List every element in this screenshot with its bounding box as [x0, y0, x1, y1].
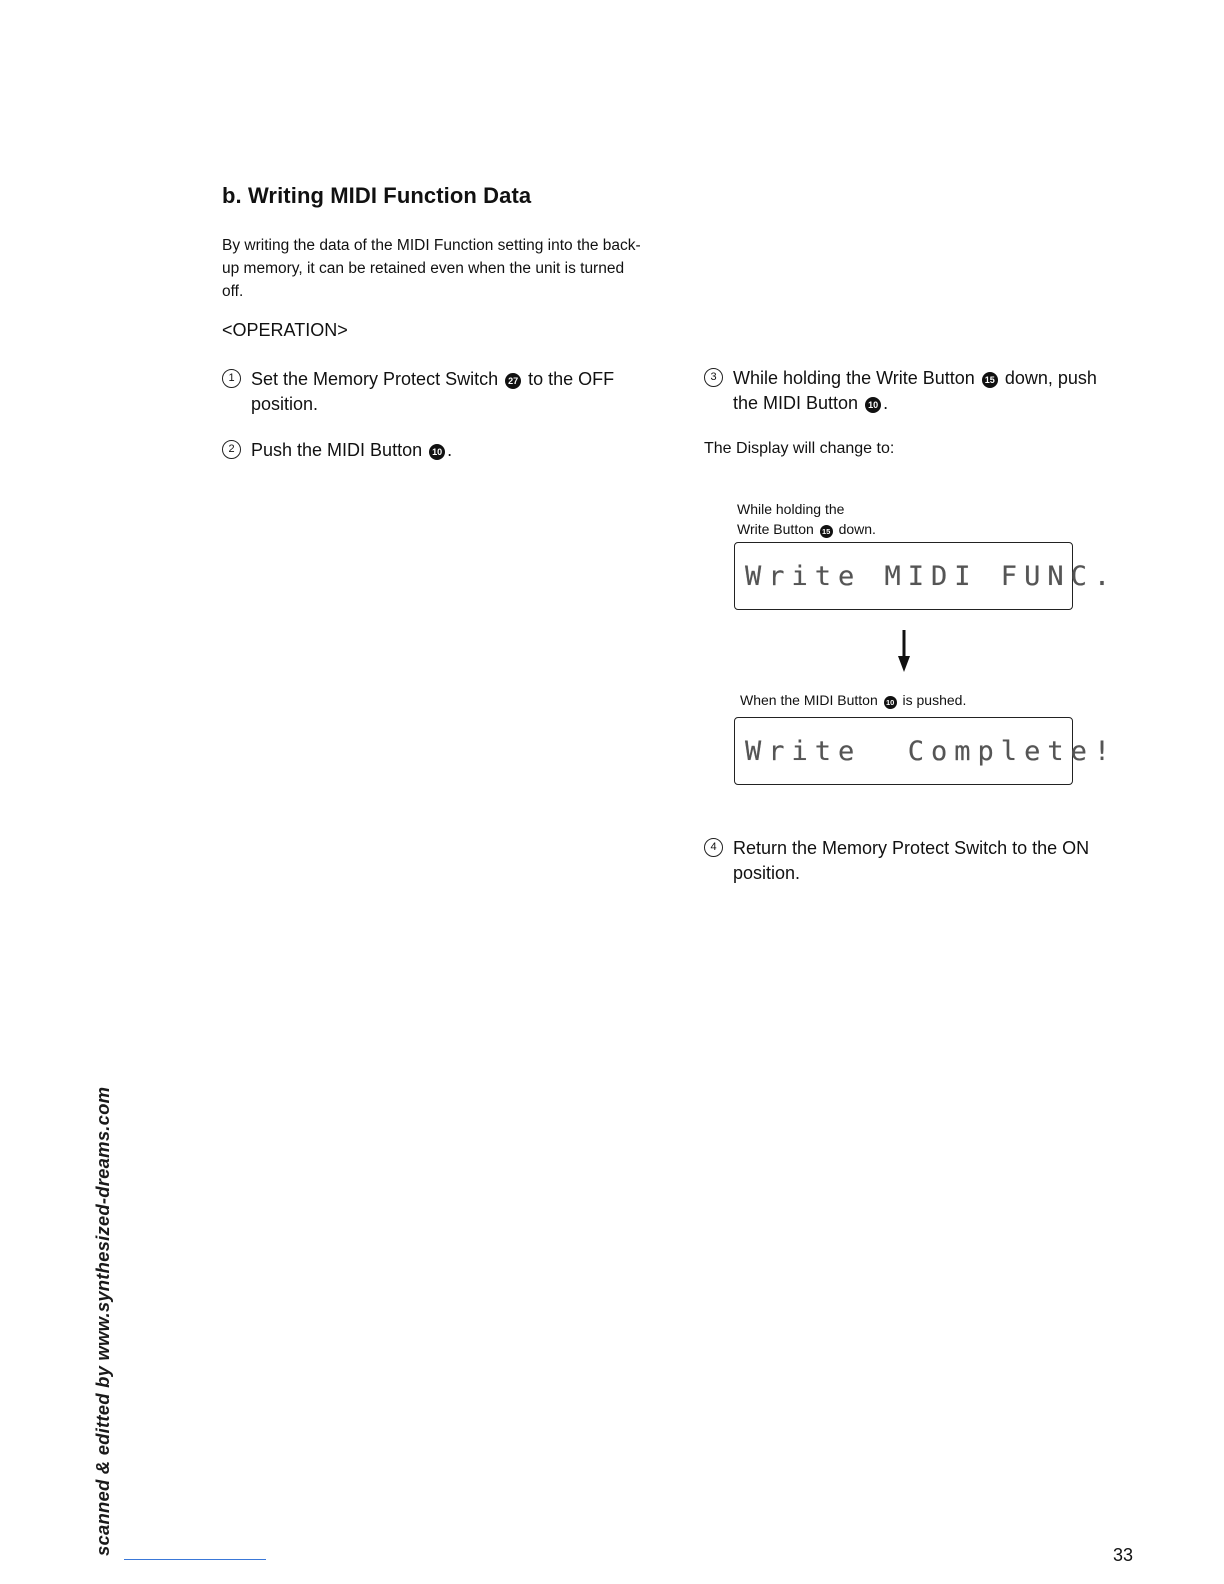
- step-text: Set the Memory Protect Switch: [251, 369, 499, 389]
- watermark-text: scanned & editted by www.synthesized-dreams.com: [92, 1086, 113, 1556]
- caption-line: While holding the: [737, 501, 845, 517]
- step-text: Push the MIDI Button: [251, 440, 423, 460]
- step-text: While holding the Write Button: [733, 368, 975, 388]
- reference-number-icon: 10: [865, 397, 881, 413]
- caption-line: is pushed.: [902, 692, 967, 708]
- step-text: .: [883, 393, 889, 413]
- reference-number-icon: 15: [820, 525, 833, 538]
- display-change-text: The Display will change to:: [704, 440, 895, 457]
- caption-pushed: [740, 692, 966, 709]
- step-text: to the OFF position.: [251, 369, 615, 414]
- step-3: [704, 366, 1114, 416]
- caption-line: When the MIDI Button: [740, 692, 878, 708]
- step-number: 3: [704, 368, 723, 387]
- step-number: 4: [704, 838, 723, 857]
- reference-number-icon: 27: [505, 373, 521, 389]
- section-heading: b. Writing MIDI Function Data: [222, 183, 532, 208]
- lcd-display-write-complete: Write Complete!: [734, 717, 1073, 785]
- footer-link-underline: [124, 1559, 266, 1560]
- caption-line: Write Button: [737, 521, 814, 537]
- reference-number-icon: 10: [884, 696, 897, 709]
- operation-label: <OPERATION>: [222, 320, 348, 340]
- step-4: [704, 836, 1114, 886]
- step-1: [222, 367, 642, 417]
- down-arrow-icon: [895, 630, 913, 672]
- lcd-display-write-midi: Write MIDI FUNC.: [734, 542, 1073, 610]
- reference-number-icon: 15: [982, 372, 998, 388]
- step-text: .: [447, 440, 453, 460]
- step-number: 1: [222, 369, 241, 388]
- caption-holding: [737, 499, 876, 539]
- intro-paragraph: By writing the data of the MIDI Function setting into the back-up memory, it can be retained even when the unit is turned off.: [222, 237, 641, 300]
- reference-number-icon: 10: [429, 444, 445, 460]
- page-number: 33: [1113, 1545, 1134, 1565]
- caption-line: down.: [838, 521, 876, 537]
- step-text: Return the Memory Protect Switch to the ON position.: [733, 838, 1090, 883]
- step-number: 2: [222, 440, 241, 459]
- step-text: down, push the MIDI Button: [733, 368, 1097, 413]
- step-2: [222, 438, 642, 463]
